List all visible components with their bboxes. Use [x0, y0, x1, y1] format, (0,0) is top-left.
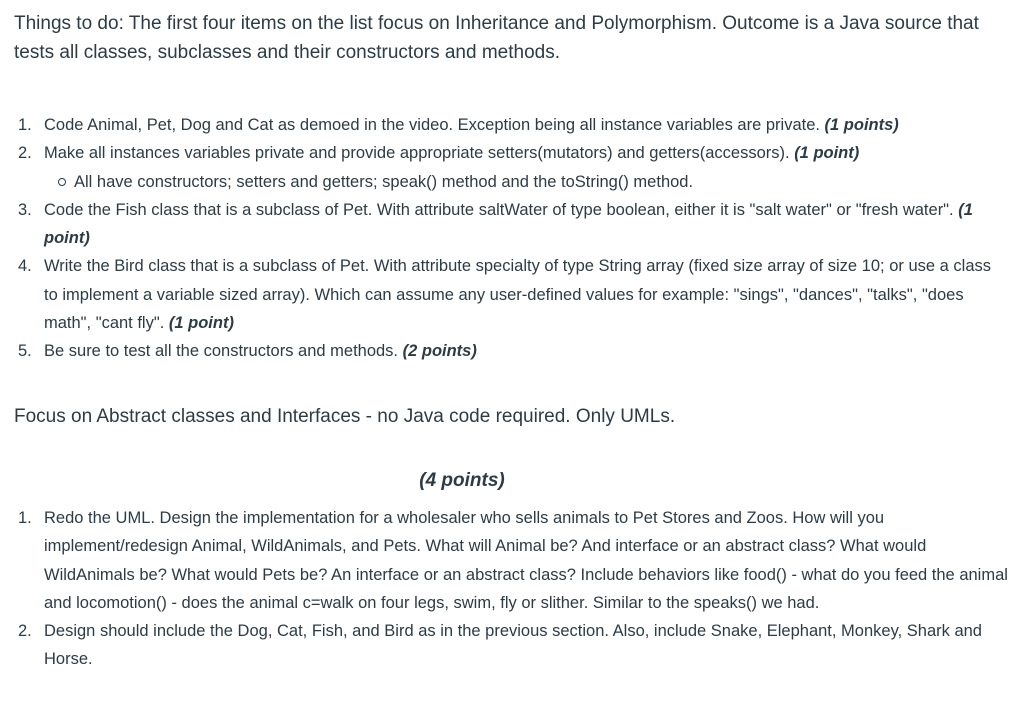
item-points: (2 points) — [402, 342, 477, 361]
item-text: Write the Bird class that is a subclass of Pet. With attribute specialty of type String array (fixed size array of size 10; or use a class to implement a variable sized array). Which can assume any user-defined values for example: "sings", "dances", "talks", "does math", "cant fly". — [44, 257, 992, 333]
list-item — [18, 252, 998, 337]
circle-bullet-icon — [58, 178, 66, 186]
list-item — [18, 504, 1008, 617]
item-number: 3. — [18, 200, 32, 219]
item-number: 1. — [18, 116, 32, 134]
item-text: Be sure to test all the constructors and methods. — [44, 342, 403, 361]
sub-list-item — [44, 168, 998, 196]
item-points: (1 point) — [794, 144, 860, 163]
item-points: (1 points) — [824, 116, 899, 134]
item-text: Code the Fish class that is a subclass of Pet. With attribute saltWater of type boolean, either it is "salt water" or "fresh water". — [44, 200, 959, 219]
item-text: Design should include the Dog, Cat, Fish, and Bird as in the previous section. Also, include Snake, Elephant, Monkey, Shark and Horse. — [44, 622, 982, 669]
task-list-inheritance — [18, 111, 998, 366]
item-points: (1 point) — [168, 314, 234, 333]
item-text: Redo the UML. Design the implementation for a wholesaler who sells animals to Pet Stores and Zoos. How will you implement/redesign Animal, WildAnimals, and Pets. What will Animal be? And interface or an abstract class? What would WildAnimals be? What would Pets be? An interface or an abstract class? Include behaviors like food() - what do you feed the animal and locomotion() - does the animal c=walk on four legs, swim, fly or slither. Similar to the speaks() we had. — [44, 509, 1008, 612]
list-item — [18, 196, 998, 253]
list-item — [18, 617, 1008, 674]
list-item — [18, 139, 998, 196]
item-number: 4. — [18, 257, 32, 276]
focus-heading: Focus on Abstract classes and Interfaces - no Java code required. Only UMLs. — [14, 406, 676, 427]
item-points: (1 point) — [44, 200, 973, 248]
item-number: 5. — [18, 342, 32, 361]
sub-list — [44, 168, 998, 196]
section-points: (4 points) — [419, 470, 505, 491]
sub-item-text: All have constructors; setters and getters; speak() method and the toString() method. — [74, 172, 694, 191]
item-number: 2. — [18, 144, 32, 163]
list-item — [18, 111, 998, 139]
item-number: 2. — [18, 622, 32, 641]
item-number: 1. — [18, 509, 32, 527]
intro-paragraph: Things to do: The first four items on the list focus on Inheritance and Polymorphism. Outcome is a Java source that tests all classes, subclasses and their constructors and methods. — [14, 13, 979, 63]
task-list-abstract — [18, 504, 1008, 674]
item-text: Code Animal, Pet, Dog and Cat as demoed in the video. Exception being all instance variables are private. — [44, 116, 825, 134]
list-item — [18, 337, 998, 365]
item-text: Make all instances variables private and provide appropriate setters(mutators) and getters(accessors). — [44, 144, 795, 163]
